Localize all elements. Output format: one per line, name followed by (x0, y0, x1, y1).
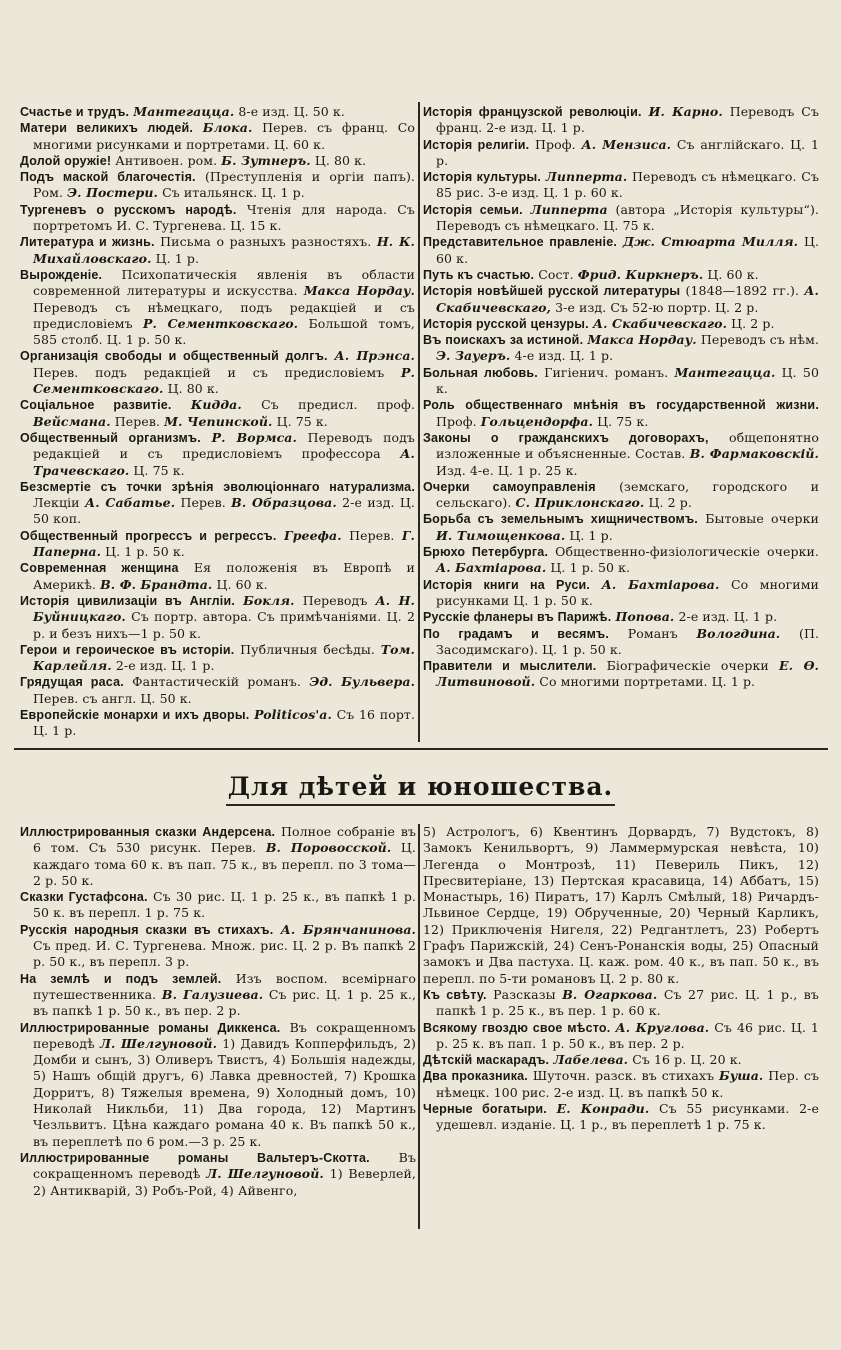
entry-text: Съ пред. И. С. Тургенева. Множ. рис. Ц. 2 р. Въ папкѣ 2 р. 50 к., въ перепл. 3 р. (33, 938, 416, 970)
catalog-entry (20, 169, 415, 202)
catalog-entry (20, 1150, 416, 1199)
catalog-entry (423, 365, 819, 398)
entry-title: Русскіе фланеры въ Парижѣ. (423, 610, 612, 625)
entry-title: Общественный прогрессъ и регрессъ. (20, 528, 277, 543)
entry-author: А. Бахтіарова. (601, 576, 720, 592)
entry-author: Лабелева. (553, 1052, 629, 1068)
entry-author: А. Бахтіарова. (436, 560, 547, 576)
entry-author: Л. Шелгуновой. (99, 1035, 218, 1051)
entry-text: 8-е изд. Ц. 50 к. (238, 104, 345, 119)
section-title: Для дѣтей и юношества. (0, 772, 841, 801)
entry-author: А. Трачевскаго. (33, 446, 416, 478)
entry-title: Борьба съ земельнымъ хищничествомъ. (423, 512, 698, 527)
entry-author: В. Поровосской. (265, 840, 392, 856)
catalog-entry (20, 528, 415, 561)
entry-title: Черные богатыри. (423, 1102, 547, 1117)
catalog-entry (423, 267, 819, 283)
section-rule (14, 748, 828, 750)
entry-author: Блока. (202, 120, 253, 136)
catalog-entry (20, 430, 415, 479)
entry-author: А. Сабатье. (84, 495, 176, 511)
entry-text: Общественно-физіологическіе очерки. (555, 544, 819, 560)
catalog-entry (20, 120, 415, 153)
entry-text: Перев. (114, 413, 161, 429)
entry-text: Проф. (436, 413, 477, 429)
entry-text: Въ сокращенномъ переводѣ (33, 1019, 416, 1051)
entry-text: Переводъ съ нѣмецкаго, подъ редакціей и съ предисловіемъ (33, 299, 415, 331)
entry-text: Полное собраніе въ 6 том. Съ 530 рисунк. Перев. (33, 824, 417, 856)
bottom-left-column (20, 824, 416, 1199)
entry-text: (1848—1892 гг.). (685, 283, 800, 299)
catalog-entry (423, 987, 819, 1020)
catalog-entry (20, 397, 415, 430)
catalog-entry (423, 104, 819, 137)
entry-text: 5) Астрологъ, 6) Квентинъ Дорвардъ, 7) Вудстокъ, 8) Замокъ Кенильвортъ, 9) Ламмермурская невѣста, 10) Легенда о Монтрозѣ, 11) Певериль Пикъ, 12) Пресвитеріане, 13) Пертская красавица, 14) Аббатъ, 15) Монастырь, 16) Пиратъ, 17) Карлъ Смѣлый, 18) Ричардъ-Львиное Сердце, 19) Обрученные, 20) Черный Карликъ, 12) Приключенія Нигеля, 22) Редгантлетъ, 23) Робертъ Графъ Парижскій, 24) Сенъ-Ронанскія воды, 25) Опасный замокъ и Два пастуха. Ц. каж. ром. 40 к., въ пап. 50 к., въ перепл. по 5-ти романовъ Ц. 2 р. 80 к. (423, 824, 819, 986)
entry-title: Иллюстрированные романы Вальтеръ-Скотта. (20, 1150, 370, 1165)
entry-title: Европейскіе монархи и ихъ дворы. (20, 707, 250, 722)
entry-title: Современная женщина (20, 561, 179, 576)
entry-author: Эд. Бульвера. (309, 674, 416, 690)
entry-title: По градамъ и весямъ. (423, 626, 610, 641)
catalog-entry (20, 104, 415, 120)
entry-text: Съ 55 рисунками. 2-е удешевл. изданіе. Ц. 1 р., въ переплетѣ 1 р. 75 к. (436, 1101, 819, 1133)
top-right-column (423, 104, 819, 691)
entry-author: Р. Вормса. (211, 429, 297, 445)
entry-text: Ц. 60 к. (707, 266, 759, 282)
entry-author: А. Н. Буйницкаго. (33, 592, 415, 625)
entry-title: Путь къ счастью. (423, 267, 535, 282)
entry-author: А. Прэнса. (334, 348, 415, 364)
catalog-entry (20, 922, 416, 971)
catalog-entry (20, 202, 415, 235)
entry-text: Ц. 2 р. (731, 315, 775, 331)
entry-title: Представительное правленіе. (423, 235, 618, 250)
catalog-entry (423, 169, 819, 202)
entry-text: Большой томъ, 585 столб. Ц. 1 р. 50 к. (33, 315, 415, 348)
catalog-entry (423, 824, 819, 987)
entry-title: Очерки самоуправленія (423, 479, 596, 494)
entry-title: Исторія религіи. (423, 137, 530, 152)
entry-title: Подъ маской благочестія. (20, 170, 196, 185)
entry-title: Исторія книги на Руси. (423, 577, 591, 592)
entry-text: Ц. 1 р. 50 к. (105, 544, 185, 560)
entry-author: Э. Зауеръ. (436, 348, 511, 364)
top-left-column (20, 104, 415, 740)
entry-text: Публичныя бесѣды. (240, 641, 375, 657)
entry-title: Исторія семьи. (423, 202, 523, 217)
entry-title: Въ поискахъ за истиной. (423, 333, 584, 348)
entry-author: Фрид. Киркнеръ. (577, 266, 704, 282)
entry-text: Переводъ съ нѣм. (700, 332, 820, 348)
entry-text: Ц. 80 к. (167, 381, 219, 397)
entry-author: Дж. Стюарта Милля. (622, 234, 799, 250)
entry-text: 2-е изд. Ц. 1 р. (678, 609, 778, 625)
entry-text: Перев. (180, 495, 226, 511)
entry-author: И. Карно. (648, 104, 723, 119)
entry-author: Макса Нордау. (303, 283, 415, 299)
catalog-entry (423, 137, 819, 170)
entry-author: И. Тимощенкова. (436, 527, 566, 543)
entry-text: Антивоен. ром. (115, 152, 218, 168)
catalog-entry (20, 1020, 416, 1150)
entry-title: Исторія культуры. (423, 170, 541, 185)
entry-title: На землѣ и подъ землей. (20, 971, 222, 986)
entry-text: Фантастическій романъ. (132, 674, 302, 690)
entry-author: Липперта. (545, 169, 628, 185)
entry-text: 2-е изд. Ц. 50 коп. (33, 495, 415, 527)
entry-text: (Преступленія и оргіи папъ). Ром. (33, 169, 416, 201)
entry-text: Съ 30 рис. Ц. 1 р. 25 к., въ папкѣ 1 р. 50 к. въ перепл. 1 р. 75 к. (33, 889, 417, 921)
entry-text: Ц. каждаго тома 60 к. въ пап. 75 к., въ перепл. по 3 тома—2 р. 50 к. (33, 840, 416, 888)
entry-title: Матери великихъ людей. (20, 121, 194, 136)
entry-title: Долой оружіе! (20, 153, 112, 168)
entry-author: Вейсмана. (33, 413, 111, 429)
entry-text: Сост. (538, 266, 574, 282)
entry-text: Въ сокращенномъ переводѣ (33, 1149, 416, 1182)
entry-text: Ц. 2 р. (648, 495, 692, 511)
entry-text: Ц. 1 р. 50 к. (550, 560, 631, 576)
entry-text: Гигіенич. романъ. (544, 364, 669, 380)
catalog-entry (20, 824, 416, 889)
catalog-entry (423, 479, 819, 512)
entry-title: Правители и мыслители. (423, 659, 597, 674)
entry-author: В. Фармаковскій. (689, 446, 819, 462)
entry-author: Буша. (719, 1068, 764, 1084)
entry-title: Два проказника. (423, 1069, 528, 1084)
entry-text: Лекціи (33, 495, 80, 511)
entry-text: Проф. (535, 136, 576, 152)
catalog-entry (423, 544, 819, 577)
catalog-entry (423, 316, 819, 332)
entry-text: Перев. (349, 527, 395, 543)
entry-text: Бытовые очерки (705, 511, 819, 527)
entry-author: Вологдина. (696, 625, 781, 641)
entry-title: Общественный организмъ. (20, 430, 201, 445)
catalog-entry (20, 889, 416, 922)
entry-text: Переводъ Съ франц. 2-е изд. Ц. 1 р. (436, 104, 819, 136)
catalog-entry (423, 1068, 819, 1101)
entry-text: Ц. 75 к. (597, 413, 649, 429)
entry-text: Ц. 1 р. (569, 527, 613, 543)
catalog-entry (423, 1101, 819, 1134)
entry-text: Біографическіе очерки (606, 658, 769, 674)
entry-title: Литература и жизнь. (20, 235, 155, 250)
entry-text: Перев. съ франц. Со многими рисунками и портретами. Ц. 60 к. (33, 120, 416, 152)
entry-author: Том. Карлейля. (33, 641, 415, 674)
entry-title: Всякому гвоздю свое мѣсто. (423, 1020, 611, 1035)
entry-text: Переводъ подъ редакціей и съ предисловіемъ профессора (33, 429, 415, 462)
entry-title: Дѣтскій маскарадъ. (423, 1053, 550, 1068)
catalog-entry (423, 430, 819, 479)
entry-text: Съ 27 рис. Ц. 1 р., въ папкѣ 1 р. 25 к., въ пер. 1 р. 60 к. (436, 986, 819, 1019)
entry-author: Бокля. (243, 592, 295, 608)
entry-text: Ц. 75 к. (133, 462, 185, 478)
catalog-entry (423, 609, 819, 625)
entry-text: Ц. 75 к. (276, 413, 328, 429)
entry-text: (П. Засодимскаго). Ц. 1 р. 50 к. (436, 625, 820, 657)
entry-text: Ц. 80 к. (314, 152, 367, 168)
entry-author: Кидда. (190, 397, 242, 413)
catalog-entry (423, 577, 819, 610)
entry-title: Исторія новѣйшей русской литературы (423, 284, 681, 299)
entry-text: Изъ воспом. всемірнаго путешественника. (33, 970, 416, 1002)
catalog-entry (20, 971, 416, 1020)
entry-author: Попова. (615, 609, 675, 625)
entry-title: Иллюстрированныя сказки Андерсена. (20, 825, 276, 839)
entry-text: Со многими портретами. Ц. 1 р. (539, 674, 756, 690)
entry-text: Перев. подъ редакціей и съ предисловіемъ (33, 364, 385, 380)
catalog-entry (423, 234, 819, 267)
entry-author: В. Галузиева. (161, 986, 264, 1002)
catalog-entry (20, 560, 415, 593)
entry-author: С. Приклонскаго. (515, 495, 645, 511)
entry-author: Л. Шелгуновой. (206, 1166, 324, 1182)
entry-title: Вырожденіе. (20, 267, 103, 282)
catalog-entry (423, 658, 819, 691)
entry-text: (автора „Исторія культуры“). Переводъ съ нѣмецкаго. Ц. 75 к. (436, 201, 820, 234)
entry-title: Русскія народныя сказки въ стихахъ. (20, 922, 274, 937)
entry-author: Греефа. (283, 527, 342, 543)
entry-author: Е. Ө. Литвиновой. (436, 658, 820, 690)
entry-author: Politicos'a. (254, 706, 332, 722)
entry-text: (земскаго, городского и сельскаго). (436, 478, 820, 511)
entry-author: Э. Постери. (67, 185, 158, 201)
entry-author: Макса Нордау. (587, 332, 697, 348)
entry-author: Р. Сементковскаго. (33, 364, 415, 397)
entry-title: Законы о гражданскихъ договорахъ, (423, 430, 709, 445)
entry-text: Шуточн. разск. въ стихахъ (532, 1068, 715, 1084)
catalog-entry (20, 674, 415, 707)
entry-text: Ц. 60 к. (436, 234, 820, 266)
entry-text: Ц. 1 р. (155, 250, 200, 266)
catalog-entry (20, 153, 415, 169)
entry-author: Г. Паперна. (33, 527, 416, 560)
catalog-entry (423, 511, 819, 544)
entry-text: 4-е изд. Ц. 1 р. (514, 348, 614, 364)
entry-text: Перев. съ англ. Ц. 50 к. (33, 690, 192, 706)
catalog-entry (423, 626, 819, 659)
catalog-entry (423, 332, 819, 365)
entry-title: Иллюстрированные романы Диккенса. (20, 1020, 281, 1035)
column-divider-top (418, 102, 420, 742)
entry-text: 2-е изд. Ц. 1 р. (115, 658, 215, 674)
entry-author: А. Круглова. (615, 1019, 710, 1035)
entry-text: Со многими рисунками Ц. 1 р. 50 к. (436, 576, 819, 608)
entry-author: А. Скабичевскаго. (592, 315, 728, 331)
entry-author: Е. Конради. (556, 1101, 650, 1117)
entry-text: Романъ (627, 625, 678, 641)
entry-author: В. Огаркова. (562, 986, 658, 1002)
catalog-entry (20, 593, 415, 642)
entry-title: Герои и героическое въ исторіи. (20, 642, 235, 657)
catalog-entry (423, 202, 819, 235)
entry-title: Тургеневъ о русскомъ народѣ. (20, 202, 237, 217)
catalog-entry (20, 267, 415, 348)
entry-text: Съ предисл. проф. (261, 397, 416, 413)
entry-text: Переводъ съ нѣмецкаго. Съ 85 рис. 3-е изд. Ц. 1 р. 60 к. (436, 169, 819, 201)
catalog-entry (423, 1020, 819, 1053)
catalog-entry (423, 283, 819, 316)
entry-title: Счастье и трудъ. (20, 105, 130, 119)
entry-text: общепонятно изложенные и объясненные. Состав. (436, 429, 820, 462)
entry-title: Исторія цивилизаціи въ Англіи. (20, 593, 236, 608)
entry-text: Съ 46 рис. Ц. 1 р. 25 к. въ пап. 1 р. 50 к., въ пер. 2 р. (436, 1019, 819, 1051)
entry-text: Съ портр. автора. Съ примѣчаніями. Ц. 2 р. и безъ нихъ—1 р. 50 к. (33, 609, 415, 641)
entry-author: В. Ф. Брандта. (100, 576, 213, 592)
entry-text: Переводъ (302, 592, 368, 608)
entry-title: Къ свѣту. (423, 987, 487, 1002)
entry-text: Съ рис. Ц. 1 р. 25 к., въ папкѣ 1 р. 50 к., въ пер. 2 р. (33, 986, 417, 1019)
catalog-entry (20, 234, 415, 267)
catalog-entry (423, 397, 819, 430)
entry-author: А. Мензиса. (581, 136, 672, 152)
entry-author: А. Брянчанинова. (280, 921, 416, 937)
entry-text: Съ 16 р. Ц. 20 к. (632, 1052, 742, 1068)
entry-text: 3-е изд. Съ 52-ю портр. Ц. 2 р. (555, 299, 759, 315)
entry-text: 1) Веверлей, 2) Антикварій, 3) Робъ-Рой, 4) Айвенго, (33, 1166, 416, 1198)
entry-author: Мантегацца. (674, 364, 776, 380)
entry-text: Съ англійскаго. Ц. 1 р. (436, 136, 820, 168)
entry-author: Б. Зутнеръ. (221, 152, 311, 168)
entry-text: Психопатическія явленія въ области современной литературы и искусства. (33, 266, 415, 299)
entry-title: Больная любовь. (423, 365, 538, 380)
entry-text: Разсказы (493, 986, 556, 1002)
entry-author: М. Чепинской. (164, 413, 273, 429)
entry-title: Исторія русской цензуры. (423, 316, 589, 331)
entry-title: Организація свободы и общественный долгъ. (20, 349, 328, 364)
entry-title: Роль общественнаго мнѣнія въ государственной жизни. (423, 398, 819, 413)
entry-text: Ц. 60 к. (216, 576, 268, 592)
entry-title: Соціальное развитіе. (20, 398, 172, 413)
entry-text: Ц. 50 к. (436, 364, 820, 397)
column-divider-bottom (418, 824, 420, 1229)
bottom-right-column (423, 824, 819, 1134)
entry-author: Гольцендорфа. (480, 413, 594, 429)
entry-title: Грядущая раса. (20, 675, 124, 690)
entry-text: Письма о разныхъ разностяхъ. (160, 234, 372, 250)
entry-author: Мантегацца. (133, 104, 235, 119)
entry-text: Ея положенія въ Европѣ и Америкѣ. (33, 560, 415, 592)
entry-author: Н. К. Михайловскаго. (33, 234, 416, 266)
catalog-entry (20, 707, 415, 740)
entry-author: А. Скабичевскаго, (436, 283, 820, 315)
catalog-entry (20, 348, 415, 397)
entry-title: Брюхо Петербурга. (423, 545, 549, 560)
catalog-entry (423, 1052, 819, 1068)
entry-text: Съ итальянск. Ц. 1 р. (162, 185, 305, 201)
entry-text: Чтенія для народа. Съ портретомъ И. С. Тургенева. Ц. 15 к. (33, 201, 415, 234)
entry-title: Исторія французской революціи. (423, 105, 642, 119)
entry-text: Изд. 4-е. Ц. 1 р. 25 к. (436, 462, 578, 478)
entry-text: 1) Давидъ Копперфильдъ, 2) Домби и сынъ, 3) Оливеръ Твистъ, 4) Большія надежды, 5) Нашъ общій другъ, 6) Лавка древностей, 7) Крошка Дорритъ, 8) Тяжелыя времена, 9) Холодный домъ, 10) Николай Никльби, 11) Два города, 12) Мартинъ Чезльвитъ. Цѣна каждаго романа 40 к. Въ папкѣ 50 к., въ переплетѣ по 6 ром.—3 р. 25 к. (33, 1035, 416, 1149)
entry-author: В. Образцова. (231, 495, 337, 511)
entry-text: Пер. съ нѣмецк. 100 рис. 2-е изд. Ц. въ папкѣ 50 к. (436, 1068, 819, 1100)
catalog-entry (20, 479, 415, 528)
entry-title: Безсмертіе съ точки зрѣнія эволюціоннаго натурализма. (20, 479, 415, 494)
entry-title: Сказки Густафсона. (20, 890, 148, 905)
entry-text: Съ 16 порт. Ц. 1 р. (33, 706, 416, 739)
entry-author: Р. Сементковскаго. (142, 315, 299, 331)
catalog-entry (20, 642, 415, 675)
entry-author: Липперта (530, 201, 608, 217)
